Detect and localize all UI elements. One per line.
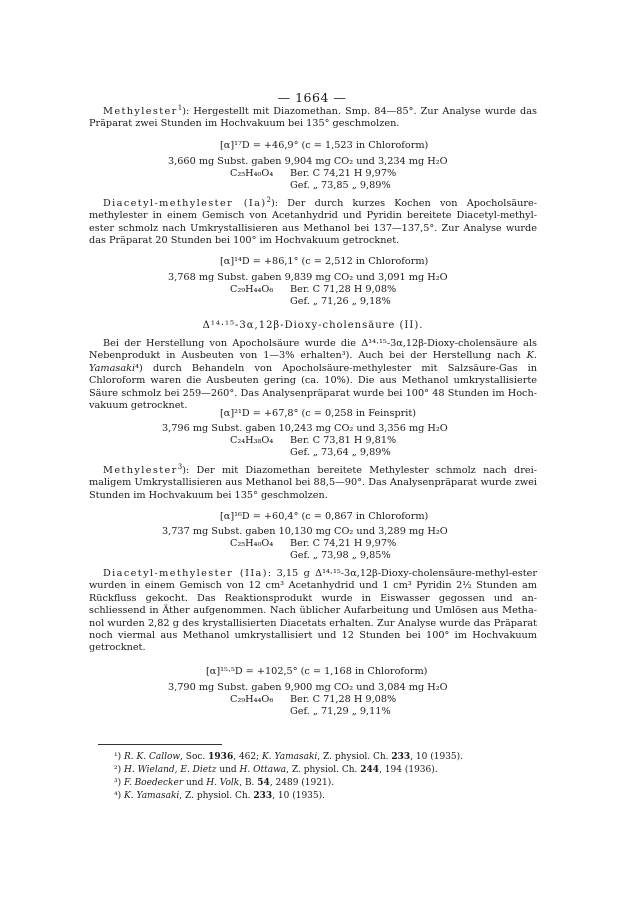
footnote-ref: 3 xyxy=(177,462,183,471)
calculated-values: Ber. C 71,28 H 9,08% xyxy=(290,694,397,705)
molecular-formula: C₂₅H₄₀O₄ xyxy=(230,168,274,179)
diacetyl-methylester-paragraph xyxy=(89,195,537,248)
author-name: K. Yamasaki xyxy=(89,350,537,374)
footnote-1: ¹) R. K. Callow, Soc. 1936, 462; K. Yamasaki, Z. physiol. Ch. 233, 10 (1935). xyxy=(114,752,464,762)
optical-rotation: [α]¹⁶D = +60,4° (c = 0,867 in Chloroform) xyxy=(220,511,429,522)
found-values: Gef. „ 71,26 „ 9,18% xyxy=(290,296,391,307)
optical-rotation: [α]²¹D = +67,8° (c = 0,258 in Feinsprit) xyxy=(220,408,417,419)
footnote-rule xyxy=(98,744,222,745)
optical-rotation: [α]¹⁷D = +46,9° (c = 1,523 in Chloroform) xyxy=(220,140,429,151)
paragraph-text: ): Der durch kurzes Kochen von Apocholsäure-methylester in einem Gemisch von Acetanhydrid und Pyridin bereitete Diacetyl-methyl-ester schmolz nach Umkrystallisieren aus Methanol bei 137—137,5°. Zur Analyse wurde das Präparat 20 Stunden bei 100° im Hochvakuum getrocknet. xyxy=(89,198,537,247)
calculated-values: Ber. C 73,81 H 9,81% xyxy=(290,435,397,446)
analysis-line: 3,660 mg Subst. gaben 9,904 mg CO₂ und 3,234 mg H₂O xyxy=(168,156,448,167)
found-values: Gef. „ 71,29 „ 9,11% xyxy=(290,706,391,717)
molecular-formula: C₂₉H₄₄O₆ xyxy=(230,284,274,295)
optical-rotation: [α]¹⁵·⁵D = +102,5° (c = 1,168 in Chloroform) xyxy=(206,666,428,677)
analysis-line: 3,768 mg Subst. gaben 9,839 mg CO₂ und 3,091 mg H₂O xyxy=(168,272,448,283)
section-lead: Methylester xyxy=(103,465,178,476)
calculated-values: Ber. C 74,21 H 9,97% xyxy=(290,538,397,549)
analysis-line: 3,737 mg Subst. gaben 10,130 mg CO₂ und 3,289 mg H₂O xyxy=(162,526,448,537)
page-number: — 1664 — xyxy=(277,90,347,105)
paragraph-text: ): Hergestellt mit Diazomethan. Smp. 84—85°. Zur Analyse wurde das Präparat zwei Stunden im Hochvakuum bei 135° geschmolzen. xyxy=(89,106,537,130)
found-values: Gef. „ 73,85 „ 9,89% xyxy=(290,180,391,191)
methylester-paragraph xyxy=(89,103,537,131)
analysis-line: 3,790 mg Subst. gaben 9,900 mg CO₂ und 3,084 mg H₂O xyxy=(168,682,448,693)
paragraph-text: ⁴) durch Behandeln von Apocholsäure-methylester mit Salzsäure-Gas in Chloroform waren die Ausbeuten gering (ca. 10%). Die aus Methanol umkrystallisierte Säure schmolz bei 259—260°. Das Analysenpräparat wurde bei 100° 48 Stunden im Hoch-vakuum getrocknet. xyxy=(89,362,537,412)
calculated-values: Ber. C 74,21 H 9,97% xyxy=(290,168,397,179)
footnote-4: ⁴) K. Yamasaki, Z. physiol. Ch. 233, 10 (1935). xyxy=(114,791,326,801)
paragraph-text: ): Der mit Diazomethan bereitete Methylester schmolz nach drei-maligem Umkrystallisieren aus Methanol bei 88,5—90°. Das Analysenpräparat wurde zwei Stunden im Hochvakuum bei 135° geschmolzen. xyxy=(89,465,537,501)
molecular-formula: C₂₉H₄₄O₆ xyxy=(230,694,274,705)
molecular-formula: C₂₅H₄₀O₄ xyxy=(230,538,274,549)
paragraph-text: : 3,15 g Δ¹⁴·¹⁵-3α,12β-Dioxy-cholensäure-methyl-ester wurden in einem Gemisch von 12 cm³ Acetanhydrid und 1 cm³ Pyridin 2½ Stunden am Rückfluss gekocht. Das Reaktionsprodukt wurde in Eiswasser gegossen und an-schliessend in Äther aufgenommen. Nach üblicher Aufarbeitung und Umlösen aus Metha-nol wurden 2,82 g des krystallisierten Diacetats erhalten. Zur Analyse wurde das Präparat noch viermal aus Methanol umkrystallisiert und 12 Stunden bei 100° im Hochvakuum getrocknet. xyxy=(89,568,537,654)
paragraph-text: Bei der Herstellung von Apocholsäure wurde die Δ¹⁴·¹⁵-3α,12β-Dioxy-cholensäure als Nebenprodukt in Ausbeuten von 1—3% erhalten³). Auch bei der Herstellung nach xyxy=(89,338,537,362)
methylester-ii-paragraph xyxy=(89,462,537,502)
dioxy-cholensaeure-paragraph xyxy=(89,338,537,412)
footnote-3: ³) F. Boedecker und H. Volk, B. 54, 2489 (1921). xyxy=(114,778,335,788)
section-lead: Methylester xyxy=(103,106,178,117)
section-lead: Diacetyl-methylester (Ia) xyxy=(103,198,267,209)
footnote-ref: 2 xyxy=(266,195,271,204)
molecular-formula: C₂₄H₃₈O₄ xyxy=(230,435,274,446)
footnote-2: ²) H. Wieland, E. Dietz und H. Ottawa, Z. physiol. Ch. 244, 194 (1936). xyxy=(114,765,438,775)
found-values: Gef. „ 73,98 „ 9,85% xyxy=(290,550,391,561)
section-heading: Δ¹⁴·¹⁵-3α,12β-Dioxy-cholensäure (II). xyxy=(202,320,424,331)
optical-rotation: [α]¹⁴D = +86,1° (c = 2,512 in Chloroform) xyxy=(220,256,429,267)
analysis-line: 3,796 mg Subst. gaben 10,243 mg CO₂ und 3,356 mg H₂O xyxy=(162,423,448,434)
section-lead: Diacetyl-methylester (IIa) xyxy=(103,568,268,579)
found-values: Gef. „ 73,64 „ 9,89% xyxy=(290,447,391,458)
diacetyl-methylester-iia-paragraph xyxy=(89,568,537,655)
calculated-values: Ber. C 71,28 H 9,08% xyxy=(290,284,397,295)
footnote-ref: 1 xyxy=(177,103,183,112)
